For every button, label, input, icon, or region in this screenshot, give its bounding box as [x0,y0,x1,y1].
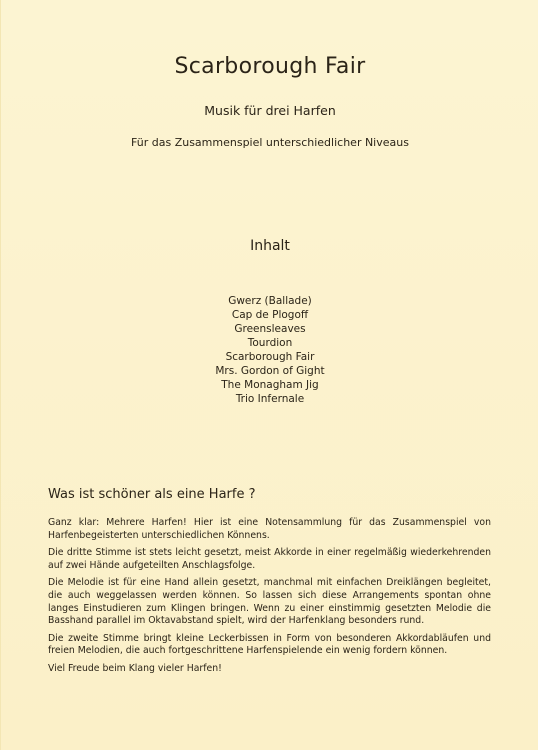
page-subtitle: Musik für drei Harfen [204,103,336,118]
contents-item: Cap de Plogoff [231,309,309,321]
contents-item: Trio Infernale [235,393,305,405]
contents-item: Gwerz (Ballade) [228,295,312,307]
contents-item: Tourdion [247,337,293,349]
intro-paragraph: Die zweite Stimme bringt kleine Leckerbissen in Form von besonderen Akkordabläufen und freien Melodien, die auch fortgeschrittene Harfenspielende ein wenig fordern können. [48,632,491,657]
intro-paragraph: Die Melodie ist für eine Hand allein gesetzt, manchmal mit einfachen Dreiklängen begleitet, die auch weggelassen werden können. So lassen sich diese Arrangements spontan ohne langes Einstudieren zum Klingen bringen. Wenn zu einer einstimmig gesetzten Melodie die Basshand parallel im Oktavabstand spielt, wird der Harfenklang besonders rund. [48,577,491,627]
intro-heading: Was ist schöner als eine Harfe ? [48,487,256,502]
contents-list [1,294,538,406]
contents-item: The Monagham Jig [221,379,319,391]
contents-item: Mrs. Gordon of Gight [215,365,325,377]
intro-body [48,517,491,681]
intro-paragraph: Ganz klar: Mehrere Harfen! Hier ist eine Notensammlung für das Zusammenspiel von Harfenbegeisterten unterschiedlichen Könnens. [48,517,491,541]
contents-item: Greensleaves [234,323,306,335]
contents-item: Scarborough Fair [225,351,315,363]
intro-paragraph: Die dritte Stimme ist stets leicht gesetzt, meist Akkorde in einer regelmäßig wiederkehrenden auf zwei Hände aufgeteilten Anschlagsfolge. [48,547,491,571]
contents-heading: Inhalt [250,238,290,254]
intro-paragraph: Viel Freude beim Klang vieler Harfen! [48,662,222,674]
page-title: Scarborough Fair [174,54,366,79]
page-tagline: Für das Zusammenspiel unterschiedlicher Niveaus [131,136,409,149]
